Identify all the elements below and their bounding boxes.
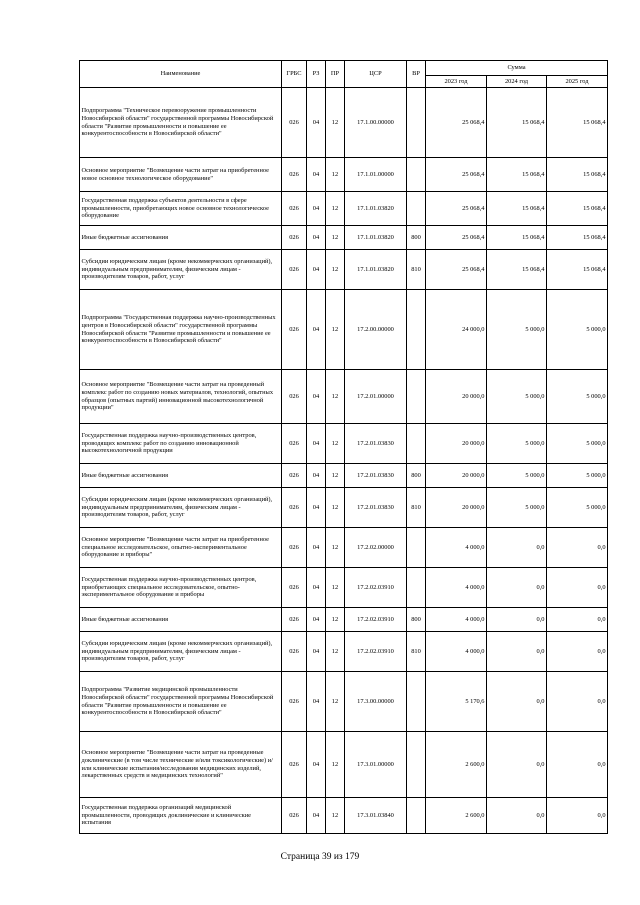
- row-name: Основное мероприятие "Возмещение части затрат на проведенный комплекс работ по созданию новых материалов, технологий, опытных образцов (опытных партий) инновационной высокотехнологичной продукции": [80, 370, 282, 424]
- table-row: [80, 632, 608, 672]
- row-grbs: 026: [282, 250, 307, 290]
- row-amount-2024: 0,0: [487, 632, 547, 672]
- table-row: [80, 290, 608, 370]
- table-row: [80, 464, 608, 488]
- row-vr: [407, 568, 426, 608]
- row-csr: 17.2.01.00000: [345, 370, 407, 424]
- row-grbs: 026: [282, 226, 307, 250]
- row-rz: 04: [307, 488, 326, 528]
- table-row: [80, 672, 608, 732]
- row-grbs: 026: [282, 370, 307, 424]
- row-amount-2025: 0,0: [547, 632, 608, 672]
- row-grbs: 026: [282, 672, 307, 732]
- row-amount-2025: 0,0: [547, 798, 608, 834]
- row-amount-2025: 5 000,0: [547, 488, 608, 528]
- row-grbs: 026: [282, 798, 307, 834]
- row-amount-2025: 15 068,4: [547, 158, 608, 192]
- row-pr: 12: [326, 732, 345, 798]
- row-rz: 04: [307, 370, 326, 424]
- row-rz: 04: [307, 608, 326, 632]
- row-amount-2024: 0,0: [487, 608, 547, 632]
- row-name: Государственная поддержка организаций медицинской промышленности, проводящих доклинические и клинические испытания: [80, 798, 282, 834]
- row-amount-2023: 5 170,6: [426, 672, 487, 732]
- row-amount-2025: 0,0: [547, 528, 608, 568]
- row-amount-2023: 20 000,0: [426, 424, 487, 464]
- row-name: Подпрограмма "Техническое перевооружение промышленности Новосибирской области" государственной программы Новосибирской области "Развитие промышленности и повышение ее конкурентоспособности в Новосибирской области": [80, 88, 282, 158]
- row-rz: 04: [307, 424, 326, 464]
- row-amount-2024: 0,0: [487, 568, 547, 608]
- row-amount-2025: 15 068,4: [547, 192, 608, 226]
- row-name: Государственная поддержка субъектов деятельности в сфере промышленности, приобретающих новое основное технологическое оборудование: [80, 192, 282, 226]
- row-pr: 12: [326, 192, 345, 226]
- row-amount-2025: 5 000,0: [547, 290, 608, 370]
- row-amount-2024: 15 068,4: [487, 250, 547, 290]
- row-vr: 800: [407, 464, 426, 488]
- row-rz: 04: [307, 672, 326, 732]
- row-csr: 17.2.01.03830: [345, 464, 407, 488]
- row-amount-2023: 25 068,4: [426, 88, 487, 158]
- row-amount-2025: 15 068,4: [547, 226, 608, 250]
- row-grbs: 026: [282, 488, 307, 528]
- row-amount-2025: 0,0: [547, 608, 608, 632]
- row-vr: 800: [407, 608, 426, 632]
- row-name: Иные бюджетные ассигнования: [80, 464, 282, 488]
- row-name: Основное мероприятие "Возмещение части затрат на проведенные доклинические (в том числе технические и/или токсикологические) и/или клинические испытания/исследования медицинских изделий, лекарственных средств и медицинских технологий": [80, 732, 282, 798]
- header-pr: ПР: [326, 61, 345, 88]
- row-amount-2024: 5 000,0: [487, 370, 547, 424]
- row-vr: [407, 158, 426, 192]
- row-pr: 12: [326, 568, 345, 608]
- row-vr: [407, 528, 426, 568]
- row-csr: 17.2.02.03910: [345, 608, 407, 632]
- row-amount-2025: 15 068,4: [547, 88, 608, 158]
- row-pr: 12: [326, 672, 345, 732]
- row-pr: 12: [326, 528, 345, 568]
- row-amount-2023: 25 068,4: [426, 226, 487, 250]
- table-row: [80, 798, 608, 834]
- row-csr: 17.2.00.00000: [345, 290, 407, 370]
- row-amount-2023: 2 600,0: [426, 798, 487, 834]
- row-amount-2023: 20 000,0: [426, 488, 487, 528]
- row-amount-2025: 0,0: [547, 568, 608, 608]
- row-amount-2023: 24 000,0: [426, 290, 487, 370]
- row-csr: 17.1.00.00000: [345, 88, 407, 158]
- row-amount-2024: 5 000,0: [487, 424, 547, 464]
- row-csr: 17.3.01.00000: [345, 732, 407, 798]
- row-csr: 17.2.01.03830: [345, 424, 407, 464]
- row-grbs: 026: [282, 464, 307, 488]
- row-name: Иные бюджетные ассигнования: [80, 226, 282, 250]
- row-amount-2024: 5 000,0: [487, 488, 547, 528]
- row-csr: 17.2.01.03830: [345, 488, 407, 528]
- row-csr: 17.1.01.03820: [345, 226, 407, 250]
- table-row: [80, 370, 608, 424]
- row-pr: 12: [326, 226, 345, 250]
- row-vr: 810: [407, 488, 426, 528]
- row-rz: 04: [307, 798, 326, 834]
- row-grbs: 026: [282, 424, 307, 464]
- row-pr: 12: [326, 250, 345, 290]
- table-row: [80, 88, 608, 158]
- header-vr: ВР: [407, 61, 426, 88]
- table-row: [80, 192, 608, 226]
- row-amount-2023: 4 000,0: [426, 528, 487, 568]
- row-grbs: 026: [282, 568, 307, 608]
- row-amount-2024: 5 000,0: [487, 290, 547, 370]
- table-row: [80, 732, 608, 798]
- row-vr: [407, 732, 426, 798]
- row-vr: 800: [407, 226, 426, 250]
- row-pr: 12: [326, 464, 345, 488]
- row-amount-2025: 0,0: [547, 672, 608, 732]
- table-row: [80, 158, 608, 192]
- page-footer: Страница 39 из 179: [280, 852, 360, 862]
- row-csr: 17.2.02.03910: [345, 632, 407, 672]
- row-vr: [407, 672, 426, 732]
- row-amount-2025: 5 000,0: [547, 370, 608, 424]
- row-grbs: 026: [282, 192, 307, 226]
- row-amount-2024: 0,0: [487, 732, 547, 798]
- row-name: Субсидии юридическим лицам (кроме некоммерческих организаций), индивидуальным предпринимателям, физическим лицам - производителям товаров, работ, услуг: [80, 488, 282, 528]
- row-amount-2025: 0,0: [547, 732, 608, 798]
- row-pr: 12: [326, 632, 345, 672]
- row-grbs: 026: [282, 632, 307, 672]
- row-name: Основное мероприятие "Возмещение части затрат на приобретенное специальное исследовательское, опытно-экспериментальное оборудование и приборы": [80, 528, 282, 568]
- row-amount-2023: 4 000,0: [426, 632, 487, 672]
- row-amount-2023: 20 000,0: [426, 464, 487, 488]
- header-grbs: ГРБС: [282, 61, 307, 88]
- row-rz: 04: [307, 290, 326, 370]
- row-pr: 12: [326, 88, 345, 158]
- header-year-2023: 2023 год: [426, 76, 487, 88]
- row-rz: 04: [307, 464, 326, 488]
- row-amount-2025: 5 000,0: [547, 424, 608, 464]
- row-amount-2023: 4 000,0: [426, 568, 487, 608]
- row-amount-2023: 25 068,4: [426, 192, 487, 226]
- row-name: Государственная поддержка научно-производственных центров, приобретающих специальное исследовательское, опытно-экспериментальное оборудование и приборы: [80, 568, 282, 608]
- row-name: Субсидии юридическим лицам (кроме некоммерческих организаций), индивидуальным предпринимателям, физическим лицам - производителям товаров, работ, услуг: [80, 250, 282, 290]
- header-sum: Сумма: [426, 61, 608, 76]
- row-vr: [407, 192, 426, 226]
- row-amount-2024: 15 068,4: [487, 88, 547, 158]
- row-pr: 12: [326, 370, 345, 424]
- table-row: [80, 608, 608, 632]
- header-name: Наименование: [80, 61, 282, 88]
- budget-table: [79, 60, 608, 834]
- row-amount-2024: 0,0: [487, 672, 547, 732]
- row-amount-2023: 2 600,0: [426, 732, 487, 798]
- row-csr: 17.3.01.03840: [345, 798, 407, 834]
- row-rz: 04: [307, 732, 326, 798]
- row-vr: [407, 88, 426, 158]
- table-row: [80, 250, 608, 290]
- table-row: [80, 424, 608, 464]
- row-amount-2025: 15 068,4: [547, 250, 608, 290]
- table-row: [80, 226, 608, 250]
- header-year-2024: 2024 год: [487, 76, 547, 88]
- row-pr: 12: [326, 290, 345, 370]
- row-pr: 12: [326, 608, 345, 632]
- row-amount-2025: 5 000,0: [547, 464, 608, 488]
- table-row: [80, 488, 608, 528]
- row-rz: 04: [307, 632, 326, 672]
- row-rz: 04: [307, 226, 326, 250]
- row-rz: 04: [307, 88, 326, 158]
- row-grbs: 026: [282, 88, 307, 158]
- row-rz: 04: [307, 250, 326, 290]
- row-vr: [407, 370, 426, 424]
- row-csr: 17.2.02.03910: [345, 568, 407, 608]
- header-csr: ЦСР: [345, 61, 407, 88]
- row-csr: 17.2.02.00000: [345, 528, 407, 568]
- header-year-2025: 2025 год: [547, 76, 608, 88]
- row-name: Государственная поддержка научно-производственных центров, проводящих комплекс работ по созданию инновационной высокотехнологичной продукции: [80, 424, 282, 464]
- row-amount-2023: 25 068,4: [426, 158, 487, 192]
- header-rz: РЗ: [307, 61, 326, 88]
- row-rz: 04: [307, 158, 326, 192]
- row-vr: [407, 424, 426, 464]
- table-row: [80, 528, 608, 568]
- row-vr: [407, 290, 426, 370]
- row-pr: 12: [326, 424, 345, 464]
- row-amount-2024: 0,0: [487, 798, 547, 834]
- table-row: [80, 568, 608, 608]
- row-rz: 04: [307, 192, 326, 226]
- row-csr: 17.1.01.03820: [345, 192, 407, 226]
- row-grbs: 026: [282, 528, 307, 568]
- row-pr: 12: [326, 798, 345, 834]
- row-amount-2023: 20 000,0: [426, 370, 487, 424]
- row-csr: 17.1.01.00000: [345, 158, 407, 192]
- row-amount-2023: 25 068,4: [426, 250, 487, 290]
- row-name: Основное мероприятие "Возмещение части затрат на приобретенное новое основное технологическое оборудование": [80, 158, 282, 192]
- row-name: Подпрограмма "Развитие медицинской промышленности Новосибирской области" государственной программы Новосибирской области "Развитие промышленности и повышение ее конкурентоспособности в Новосибирской области": [80, 672, 282, 732]
- row-rz: 04: [307, 528, 326, 568]
- row-vr: 810: [407, 632, 426, 672]
- row-amount-2024: 5 000,0: [487, 464, 547, 488]
- row-name: Субсидии юридическим лицам (кроме некоммерческих организаций), индивидуальным предпринимателям, физическим лицам - производителям товаров, работ, услуг: [80, 632, 282, 672]
- row-vr: [407, 798, 426, 834]
- row-pr: 12: [326, 158, 345, 192]
- row-name: Подпрограмма "Государственная поддержка научно-производственных центров в Новосибирской области" государственной программы Новосибирской области "Развитие промышленности и повышение ее конкурентоспособности в Новосибирской области": [80, 290, 282, 370]
- row-grbs: 026: [282, 608, 307, 632]
- row-vr: 810: [407, 250, 426, 290]
- row-grbs: 026: [282, 290, 307, 370]
- row-amount-2023: 4 000,0: [426, 608, 487, 632]
- row-pr: 12: [326, 488, 345, 528]
- row-amount-2024: 15 068,4: [487, 226, 547, 250]
- row-grbs: 026: [282, 158, 307, 192]
- row-amount-2024: 0,0: [487, 528, 547, 568]
- row-rz: 04: [307, 568, 326, 608]
- row-csr: 17.3.00.00000: [345, 672, 407, 732]
- row-grbs: 026: [282, 732, 307, 798]
- row-name: Иные бюджетные ассигнования: [80, 608, 282, 632]
- row-amount-2024: 15 068,4: [487, 158, 547, 192]
- row-amount-2024: 15 068,4: [487, 192, 547, 226]
- row-csr: 17.1.01.03820: [345, 250, 407, 290]
